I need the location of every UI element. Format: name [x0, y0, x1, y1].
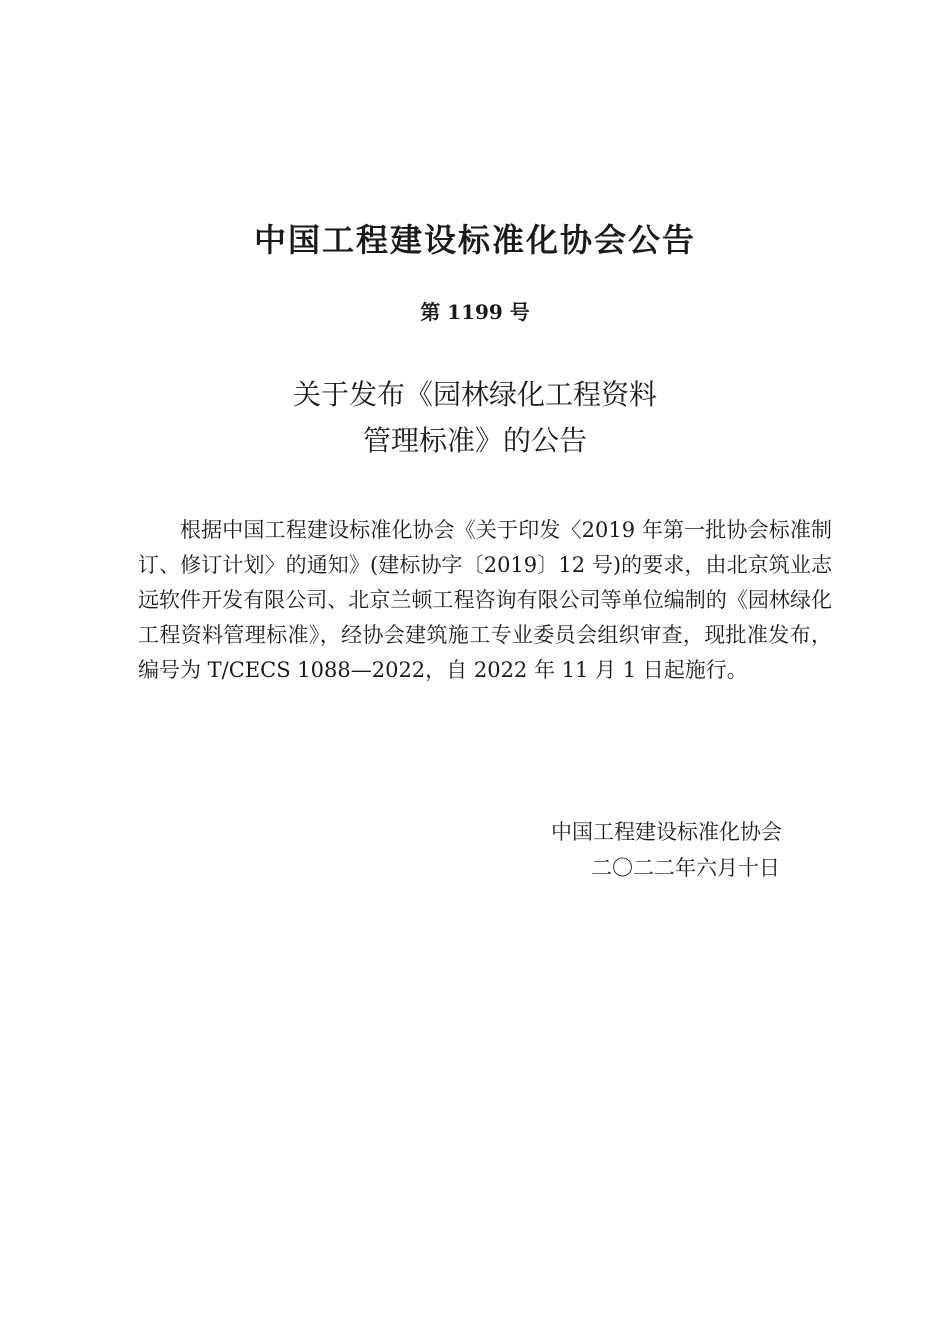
signature-date: 二〇二二年六月十日: [591, 856, 780, 880]
signature-block: [551, 814, 782, 886]
signature-org: 中国工程建设标准化协会: [551, 820, 782, 844]
announcement-org-title: 中国工程建设标准化协会公告: [253, 221, 696, 259]
subject-line-1: 关于发布《园林绿化工程资料: [292, 378, 657, 411]
announcement-subject: [0, 372, 950, 464]
announcement-number: 第 1199 号: [420, 300, 530, 324]
announcement-body: 根据中国工程建设标准化协会《关于印发〈2019 年第一批协会标准制订、修订计划〉的通知》(建标协字〔2019〕12 号)的要求，由北京筑业志远软件开发有限公司、北京兰顿工程咨询有限公司等单位编制的《园林绿化工程资料管理标准》，经协会建筑施工专业委员会组织审查，现批准发布，编号为 T/CECS 1088—2022，自 2022 年 11 月 1 日起施行。: [138, 518, 832, 682]
subject-line-2: 管理标准》的公告: [362, 424, 587, 457]
